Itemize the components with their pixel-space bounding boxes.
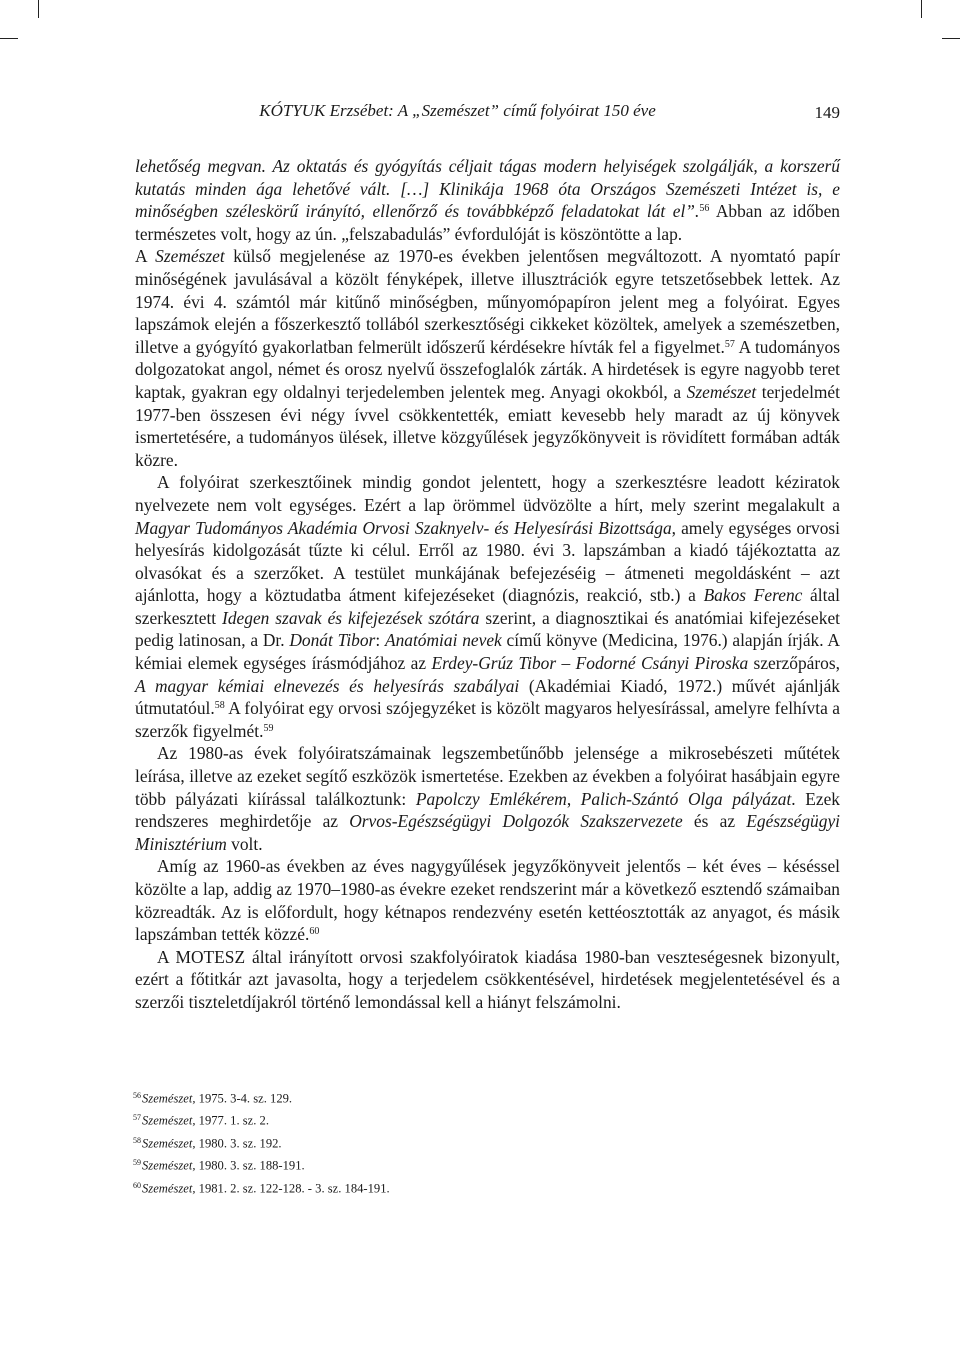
footnotes — [133, 1086, 633, 1198]
footnote-source: Szemészet, — [142, 1091, 196, 1106]
text-run: . Ezek rendszeres meghirdetője az — [135, 788, 840, 832]
footnote-reference: 57 — [724, 338, 735, 350]
footnote-details: 1975. 3-4. sz. 129. — [195, 1091, 293, 1106]
italic-text: Donát Tibor — [289, 630, 376, 651]
body-paragraph — [135, 155, 840, 245]
body-paragraph — [135, 471, 840, 742]
footnote-source: Szemészet, — [142, 1136, 196, 1151]
text-run: terjedelmét 1977-ben összesen évi négy ívvel csökkentették, emiatt kevesebb hely maradt az új könyvek ismertetésére, a tudományos ülések, illetve közgyűlések jegyzőkönyveit is rövidített formában adták közre. — [135, 381, 840, 470]
footnote-number: 56 — [133, 1091, 141, 1100]
footnote-details: 1980. 3. sz. 188-191. — [195, 1158, 305, 1173]
italic-text: lehetőség megvan. Az oktatás és gyógyítás céljait tágas modern helyiségek szolgálják, a korszerű kutatás minden ága lehetővé vált. […] Klinikája 1968 óta Országos Szemészeti Intézet is, e minőségben széleskörű irányító, ellenőrző és továbbképző feladatokat lát el”. — [135, 156, 840, 222]
footnote — [133, 1153, 633, 1175]
text-run: A — [135, 246, 156, 267]
text-run: szerint, a diagnosztikai és anatómiai kifejezéseket pedig latinosan, a Dr. — [135, 607, 840, 651]
text-run: Az 1980-as évek folyóiratszámainak legszembetűnőbb jelensége a mikrosebészeti műtétek leírása, illetve az ezeket segítő eszközök ismertetése. Ezekben az években a folyóirat hasábjain egyre több pályázati kiírással találkoztunk: — [135, 743, 840, 809]
text-run: szerzőpáros, — [748, 653, 840, 674]
text-run: által szerkesztett — [135, 585, 840, 628]
footnote-number: 58 — [133, 1135, 141, 1145]
italic-text: Papolczy Emlékérem — [415, 788, 567, 809]
footnote-reference: 60 — [309, 926, 320, 938]
text-run: : — [375, 630, 385, 651]
text-run: Abban az időben természetes volt, hogy az ún. „felszabadulás” évfordulóját is köszöntötte a lap. — [135, 201, 841, 244]
footnote-source: Szemészet, — [142, 1180, 196, 1195]
body-text — [135, 155, 840, 1014]
body-paragraph — [135, 946, 840, 1014]
footnote-details: 1977. 1. sz. 2. — [195, 1113, 269, 1128]
text-run: A MOTESZ által irányított orvosi szakfolyóiratok kiadása 1980-ban veszteségesnek bizonyult, ezért a főtitkár azt javasolta, hogy a terjedelem csökkentésével, hirdetések megjelentetésével és a szerzői tiszteletdíjakról történő lemondással kell a hiányt felszámolni. — [135, 946, 840, 1012]
crop-mark — [38, 0, 39, 18]
text-run: és az — [682, 811, 747, 832]
text-run: című könyve (Medicina, 1976.) alapján írják. A kémiai elemek egységes írásmódjához az — [135, 630, 840, 674]
footnote — [133, 1131, 633, 1153]
footnote — [133, 1176, 633, 1198]
crop-mark — [921, 0, 922, 18]
crop-mark — [0, 38, 18, 39]
italic-text: Erdey-Grúz Tibor – Fodorné Csányi Piroska — [431, 653, 749, 674]
italic-text: Bakos Ferenc — [703, 585, 803, 606]
italic-text: A magyar kémiai elnevezés és helyesírás szabályai — [135, 675, 520, 696]
footnote-number: 60 — [133, 1180, 141, 1190]
italic-text: Palich-Szántó Olga pályázat — [580, 788, 792, 809]
body-paragraph — [135, 742, 840, 855]
page-header — [135, 100, 840, 126]
italic-text: Orvos-Egészségügyi Dolgozók Szakszervezete — [349, 811, 683, 832]
body-paragraph — [135, 855, 840, 945]
italic-text: Magyar Tudományos Akadémia Orvosi Szaknyelv- és Helyesírási Bizottsága — [135, 517, 672, 538]
footnote-source: Szemészet, — [142, 1113, 196, 1128]
running-title: KÓTYUK Erzsébet: A „Szemészet” című folyóirat 150 éve — [259, 101, 656, 120]
text-run: A tudományos dolgozatokat angol, német és orosz nyelvű összefoglalók zárták. A hirdetések is egyre nagyobb teret kaptak, gyakran egy oldalnyi terjedelemben jelentek meg. Anyagi okokból, a — [135, 336, 840, 402]
footnote-reference: 58 — [214, 700, 225, 712]
text-run: , — [566, 788, 581, 809]
italic-text: Egészségügyi Minisztérium — [135, 811, 840, 854]
footnote-details: 1980. 3. sz. 192. — [195, 1136, 282, 1151]
text-run: , amely egységes orvosi helyesírás kidolgozását tűzte ki célul. Erről az 1980. évi 3. lapszámban a kiadó tájékoztatta az olvasókat és a szerzőket. A testület munkájának befejezéséig – átmeneti megoldásként – azt ajánlotta, hogy a köztudatba átment kifejezéseket (diagnózis, reakció, stb.) a — [135, 517, 840, 606]
footnote-reference: 56 — [699, 203, 710, 215]
crop-mark — [942, 38, 960, 39]
text-run: Amíg az 1960-as években az éves nagygyűlések jegyzőkönyveit jelentős – két éves – késéssel közölte a lap, addig az 1970–1980-as évekre ezeket rendszerint már a következő esztendő számaiban közreadták. Az is előfordult, hogy kétnapos rendezvény esetén kettéosztották az anyagot, és másik lapszámban tették közzé. — [135, 856, 840, 945]
italic-text: Szemészet — [686, 381, 757, 402]
footnote-number: 57 — [133, 1113, 141, 1123]
text-run: külső megjelenése az 1970-es években jelentősen megváltozott. A nyomtató papír minőségének javulásával a közölt fényképek, illetve illusztrációk egyre tetszetősebbek lettek. Az 1974. évi 4. számtól már kitűnő minőségben, műnyomópapíron jelent meg a folyóirat. Egyes lapszámok elején a főszerkesztő tollából szerkesztőségi cikkeket közöltek, amelyek a szemészetben, illetve a gyógyító gyakorlatban felmerült időszerű kérdésekre hívták fel a figyelmet. — [135, 246, 840, 357]
body-paragraph — [135, 245, 840, 471]
footnote-source: Szemészet, — [142, 1158, 196, 1173]
italic-text: Anatómiai nevek — [384, 630, 502, 651]
text-run: A folyóirat szerkesztőinek mindig gondot jelentett, hogy a szerkesztésre leadott kéziratok nyelvezete nem volt egységes. Ezért a lap örömmel üdvözölte a hírt, mely szerint megalakult a — [135, 472, 840, 515]
text-run: A folyóirat egy orvosi szójegyzéket is közölt magyaros helyesírással, amelyre felhívta a szerzők figyelmét. — [135, 698, 840, 741]
footnote-number: 59 — [133, 1158, 141, 1168]
text-run: (Akadémiai Kiadó, 1972.) művét ajánlják útmutatóul. — [135, 675, 840, 719]
text-run: volt. — [226, 833, 263, 854]
page-number: 149 — [814, 103, 840, 122]
footnote-details: 1981. 2. sz. 122-128. - 3. sz. 184-191. — [195, 1180, 390, 1195]
footnote — [133, 1086, 633, 1108]
footnote-reference: 59 — [263, 722, 274, 734]
footnote — [133, 1108, 633, 1130]
italic-text: Szemészet — [155, 246, 225, 267]
italic-text: Idegen szavak és kifejezések szótára — [222, 607, 480, 628]
